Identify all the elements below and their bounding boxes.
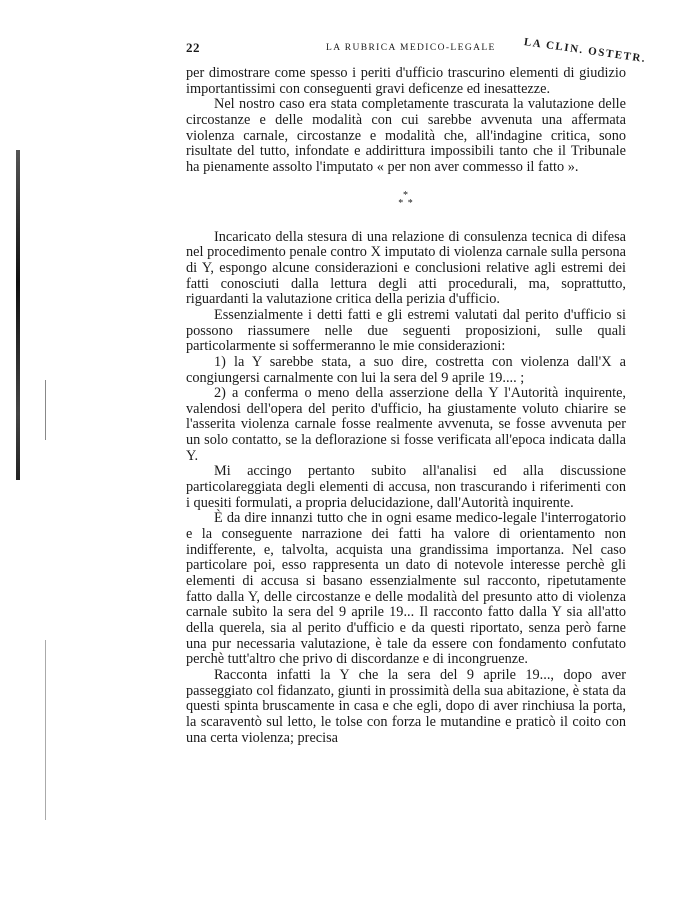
proposition-2: 2) a conferma o meno della asserzione della Y l'Autorità inquirente, valendosi dell'opera del perito d'ufficio, ha giustamente voluto chiarire se l'asserita violenza carnale fosse realmente avvenuta, se fosse avvenuta per un solo contatto, se la deflorazione si fosse verificata all'epoca indicata dalla Y. [186, 385, 626, 464]
running-title: LA RUBRICA MEDICO-LEGALE [326, 43, 496, 53]
margin-scan-mark [45, 640, 46, 820]
body-text [186, 66, 626, 746]
paragraph-interrogation: È da dire innanzi tutto che in ogni esame medico-legale l'interrogatorio e la conseguente narrazione dei fatti ha valore di orientamento non indifferente, e, talvolta, acquista una grandissima importanza. Nel caso particolare poi, esso rappresenta un dato di notevole interesse perchè gli elementi di accusa si basano essenzialmente sul racconto, ripetutamente fatto dalla Y, delle circostanze e delle modalità del presunto atto di violenza carnale subìto la sera del 9 aprile 19... Il racconto fatto dalla Y sia all'atto della querela, sia al perito d'ufficio e da questi riportato, senza però farne una pur necessaria valutazione, è tale da essere con fondamento confutato perchè tutt'altro che privo di discordanze e di incongruenze. [186, 510, 626, 668]
paragraph-analysis: Mi accingo pertanto subito all'analisi ed alla discussione particolareggiata degli elementi di accusa, non trascurando i riferimenti con i quesiti formulati, a propria delucidazione, dall'Autorità inquirente. [186, 463, 626, 511]
paragraph-account: Racconta infatti la Y che la sera del 9 aprile 19..., dopo aver passeggiato col fidanzato, giunti in prossimità della sua abitazione, è stata da questi spinta bruscamente in casa e che egli, dopo di aver rinchiusa la porta, la scaraventò sul letto, le tolse con forza le mutandine e praticò il coito con una certa violenza; precisa [186, 666, 626, 746]
paragraph-commission: Incaricato della stesura di una relazione di consulenza tecnica di difesa nel procedimento penale contro X imputato di violenza carnale sulla persona di Y, espongo alcune considerazioni e conclusioni relative agli estremi dei fatti conosciuti dalla lettura degli atti procedurali, ma, soprattutto, riguardanti la valutazione critica della perizia d'ufficio. [186, 228, 626, 308]
proposition-1: 1) la Y sarebbe stata, a suo dire, costretta con violenza dall'X a congiungersi carnalmente con lui la sera del 9 aprile 19.... ; [186, 353, 626, 386]
intro-paragraph-2: Nel nostro caso era stata completamente trascurata la valutazione delle circostanze e delle modalità con cui sarebbe avvenuta una affermata violenza carnale, circostanze e modalità che, all'indagine critica, sono risultate del tutto, infondate e addirittura impossibili tanto che il Tribunale ha pienamente assolto l'imputato « per non aver commesso il fatto ». [186, 96, 626, 175]
asterism [186, 189, 626, 209]
asterism-top-star: * [403, 189, 409, 201]
running-title-tilted: LA CLIN. OSTETR. [523, 36, 648, 66]
page-number: 22 [186, 40, 200, 55]
intro-paragraph-1: per dimostrare come spesso i periti d'ufficio trascurino elementi di giudizio importantissimi con conseguenti gravi deficenze ed inesattezze. [186, 65, 626, 97]
asterism-bottom-stars: * * [398, 197, 414, 209]
margin-scan-mark [16, 150, 20, 480]
paragraph-propositions-intro: Essenzialmente i detti fatti e gli estremi valutati dal perito d'ufficio si possono riassumere nelle due seguenti proposizioni, sulle quali particolarmente si soffermeranno le mie considerazioni: [186, 306, 626, 355]
margin-scan-mark [45, 380, 46, 440]
